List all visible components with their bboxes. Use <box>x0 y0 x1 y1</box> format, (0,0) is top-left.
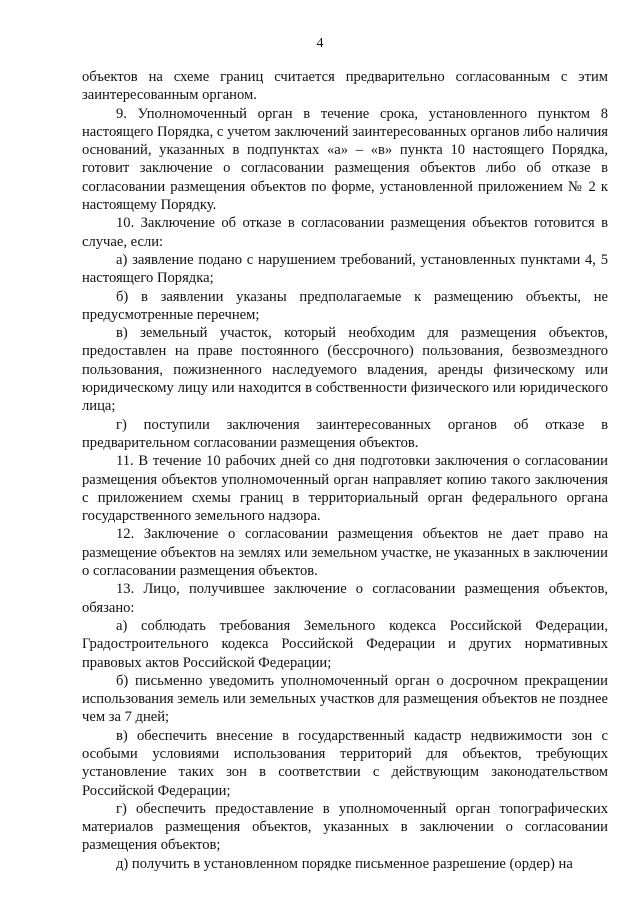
paragraph-13-d: д) получить в установленном порядке письменное разрешение (ордер) на <box>116 855 573 872</box>
paragraph-10-v: в) земельный участок, который необходим для размещения объектов, предоставлен на праве постоянного (бессрочного) пользования, безвозмездного пользования, пожизненного наследуемого владения, аренды физическому или юридическому лицу или находится в собственности физического или юридического лица; <box>82 325 608 415</box>
paragraph-11: 11. В течение 10 рабочих дней со дня подготовки заключения о согласовании размещения объектов уполномоченный орган направляет копию такого заключения с приложением схемы границ в территориальный орган федерального органа государственного земельного надзора. <box>82 453 608 525</box>
paragraph-10-g: г) поступили заключения заинтересованных органов об отказе в предварительном согласовании размещения объектов. <box>82 416 608 451</box>
paragraph-10-b: б) в заявлении указаны предполагаемые к размещению объекты, не предусмотренные перечнем; <box>82 288 608 323</box>
paragraph-13-b: б) письменно уведомить уполномоченный орган о досрочном прекращении использования земель или земельных участков для размещения объектов не позднее чем за 7 дней; <box>82 672 608 726</box>
paragraph-13-g: г) обеспечить предоставление в уполномоченный орган топографических материалов размещения объектов, указанных в заключении о согласовании размещения объектов; <box>82 800 608 854</box>
paragraph-13-a: а) соблюдать требования Земельного кодекса Российской Федерации, Градостроительного кодекса Российской Федерации и других нормативных правовых актов Российской Федерации; <box>82 617 608 671</box>
page-number: 4 <box>316 36 324 51</box>
paragraph-13: 13. Лицо, получившее заключение о согласовании размещения объектов, обязано: <box>82 581 608 616</box>
paragraph-9: 9. Уполномоченный орган в течение срока, установленного пунктом 8 настоящего Порядка, с учетом заключений заинтересованных органов либо наличия оснований, указанных в подпунктах «а» – «в» пункта 10 настоящего Порядка, готовит заключение о согласовании размещения объектов либо об отказе в согласовании размещения объектов по форме, установленной приложением № 2 к настоящему Порядку. <box>82 105 608 214</box>
paragraph-10-a: а) заявление подано с нарушением требований, установленных пунктами 4, 5 настоящего Порядка; <box>82 251 608 287</box>
paragraph-10: 10. Заключение об отказе в согласовании размещения объектов готовится в случае, если: <box>82 215 608 250</box>
document-body <box>82 68 608 873</box>
paragraph-12: 12. Заключение о согласовании размещения объектов не дает право на размещение объектов на землях или земельном участке, не указанных в заключении о согласовании размещения объектов. <box>82 526 608 580</box>
paragraph-continuation: объектов на схеме границ считается предварительно согласованным с этим заинтересованным органом. <box>82 69 608 104</box>
paragraph-13-v: в) обеспечить внесение в государственный кадастр недвижимости зон с особыми условиями использования территорий для объектов, требующих установление таких зон в соответствии с действующим законодательством Российской Федерации; <box>82 727 608 799</box>
